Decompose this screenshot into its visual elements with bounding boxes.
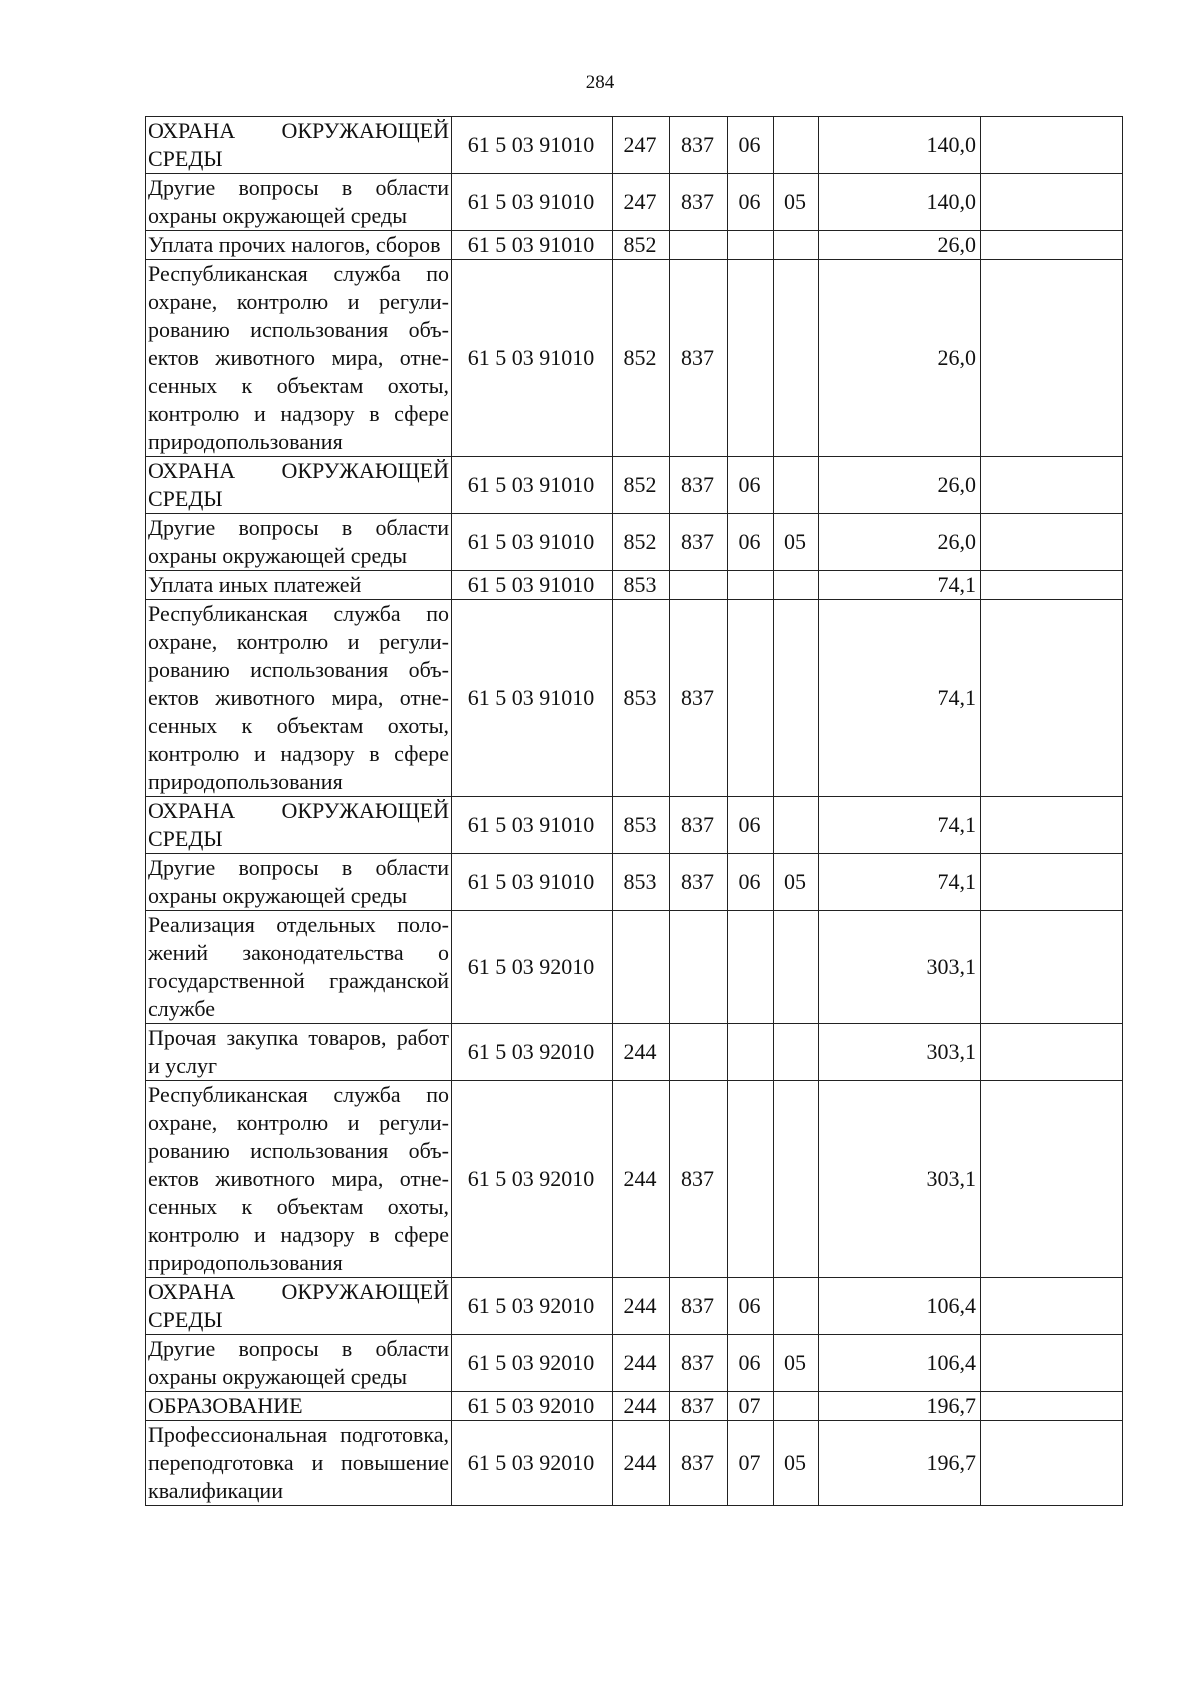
section-code: 06: [728, 174, 774, 231]
amount: 74,1: [819, 600, 981, 797]
subsection-code: [774, 600, 819, 797]
table-row: [146, 1278, 1123, 1335]
empty-cell: [981, 1335, 1123, 1392]
administrator-code: 837: [670, 797, 728, 854]
subsection-code: 05: [774, 1421, 819, 1506]
row-name: Профессиональная подготовка, переподготовка и повышение квалификации: [146, 1421, 452, 1506]
target-article-code: 61 5 03 92010: [452, 1024, 613, 1081]
target-article-code: 61 5 03 91010: [452, 260, 613, 457]
administrator-code: 837: [670, 1081, 728, 1278]
empty-cell: [981, 1024, 1123, 1081]
target-article-code: 61 5 03 91010: [452, 854, 613, 911]
target-article-code: 61 5 03 92010: [452, 1335, 613, 1392]
table-row: [146, 1421, 1123, 1506]
expense-type-code: 852: [613, 514, 670, 571]
row-name: Реализация отдельных положений законодательства о государственной гражданской службе: [146, 911, 452, 1024]
expense-type-code: 244: [613, 1392, 670, 1421]
administrator-code: 837: [670, 457, 728, 514]
section-code: 06: [728, 1278, 774, 1335]
budget-table: [145, 116, 1123, 1506]
row-name: Республиканская служба по охране, контролю и регулированию использования объектов животного мира, отнесенных к объектам охоты, контролю и надзору в сфере природопользования: [146, 600, 452, 797]
page-number: 284: [585, 72, 615, 93]
subsection-code: 05: [774, 854, 819, 911]
subsection-code: [774, 1278, 819, 1335]
target-article-code: 61 5 03 91010: [452, 571, 613, 600]
amount: 140,0: [819, 174, 981, 231]
table-row: [146, 457, 1123, 514]
row-name: ОБРАЗОВАНИЕ: [146, 1392, 452, 1421]
table-row: [146, 1335, 1123, 1392]
amount: 26,0: [819, 457, 981, 514]
table-row: [146, 600, 1123, 797]
subsection-code: [774, 260, 819, 457]
target-article-code: 61 5 03 92010: [452, 911, 613, 1024]
amount: 26,0: [819, 260, 981, 457]
section-code: 06: [728, 514, 774, 571]
amount: 74,1: [819, 571, 981, 600]
table-row: [146, 260, 1123, 457]
empty-cell: [981, 600, 1123, 797]
administrator-code: [670, 231, 728, 260]
section-code: [728, 600, 774, 797]
subsection-code: [774, 231, 819, 260]
empty-cell: [981, 1421, 1123, 1506]
amount: 140,0: [819, 117, 981, 174]
table-row: [146, 1392, 1123, 1421]
expense-type-code: 244: [613, 1024, 670, 1081]
section-code: [728, 1081, 774, 1278]
subsection-code: [774, 911, 819, 1024]
expense-type-code: 853: [613, 797, 670, 854]
section-code: 07: [728, 1421, 774, 1506]
subsection-code: [774, 1024, 819, 1081]
target-article-code: 61 5 03 92010: [452, 1278, 613, 1335]
subsection-code: [774, 1081, 819, 1278]
expense-type-code: 244: [613, 1421, 670, 1506]
expense-type-code: 247: [613, 174, 670, 231]
row-name: Другие вопросы в области охраны окружающей среды: [146, 1335, 452, 1392]
section-code: 06: [728, 1335, 774, 1392]
subsection-code: [774, 1392, 819, 1421]
table-row: [146, 514, 1123, 571]
expense-type-code: 247: [613, 117, 670, 174]
administrator-code: 837: [670, 1421, 728, 1506]
row-name: ОХРАНА ОКРУЖАЮЩЕЙ СРЕДЫ: [146, 1278, 452, 1335]
section-code: [728, 571, 774, 600]
section-code: 06: [728, 854, 774, 911]
target-article-code: 61 5 03 92010: [452, 1392, 613, 1421]
table-row: [146, 1081, 1123, 1278]
administrator-code: 837: [670, 1392, 728, 1421]
target-article-code: 61 5 03 91010: [452, 117, 613, 174]
amount: 196,7: [819, 1421, 981, 1506]
empty-cell: [981, 571, 1123, 600]
administrator-code: 837: [670, 1335, 728, 1392]
target-article-code: 61 5 03 91010: [452, 797, 613, 854]
empty-cell: [981, 797, 1123, 854]
row-name: Уплата прочих налогов, сборов: [146, 231, 452, 260]
table-row: [146, 797, 1123, 854]
table-row: [146, 854, 1123, 911]
row-name: Республиканская служба по охране, контролю и регулированию использования объектов животного мира, отнесенных к объектам охоты, контролю и надзору в сфере природопользования: [146, 1081, 452, 1278]
expense-type-code: 244: [613, 1278, 670, 1335]
empty-cell: [981, 117, 1123, 174]
row-name: Уплата иных платежей: [146, 571, 452, 600]
amount: 303,1: [819, 1081, 981, 1278]
row-name: Прочая закупка товаров, работ и услуг: [146, 1024, 452, 1081]
subsection-code: 05: [774, 174, 819, 231]
empty-cell: [981, 457, 1123, 514]
section-code: 06: [728, 117, 774, 174]
administrator-code: 837: [670, 1278, 728, 1335]
row-name: ОХРАНА ОКРУЖАЮЩЕЙ СРЕДЫ: [146, 797, 452, 854]
amount: 196,7: [819, 1392, 981, 1421]
target-article-code: 61 5 03 92010: [452, 1421, 613, 1506]
amount: 106,4: [819, 1335, 981, 1392]
amount: 303,1: [819, 911, 981, 1024]
subsection-code: 05: [774, 1335, 819, 1392]
section-code: 07: [728, 1392, 774, 1421]
administrator-code: 837: [670, 600, 728, 797]
target-article-code: 61 5 03 91010: [452, 600, 613, 797]
administrator-code: 837: [670, 174, 728, 231]
row-name: Другие вопросы в области охраны окружающей среды: [146, 854, 452, 911]
expense-type-code: 852: [613, 231, 670, 260]
expense-type-code: 244: [613, 1081, 670, 1278]
expense-type-code: 853: [613, 854, 670, 911]
target-article-code: 61 5 03 92010: [452, 1081, 613, 1278]
amount: 26,0: [819, 514, 981, 571]
section-code: [728, 231, 774, 260]
administrator-code: [670, 1024, 728, 1081]
administrator-code: 837: [670, 260, 728, 457]
table-row: [146, 231, 1123, 260]
subsection-code: [774, 457, 819, 514]
expense-type-code: 244: [613, 1335, 670, 1392]
table-row: [146, 911, 1123, 1024]
target-article-code: 61 5 03 91010: [452, 174, 613, 231]
subsection-code: 05: [774, 514, 819, 571]
subsection-code: [774, 571, 819, 600]
amount: 106,4: [819, 1278, 981, 1335]
row-name: ОХРАНА ОКРУЖАЮЩЕЙ СРЕДЫ: [146, 117, 452, 174]
empty-cell: [981, 1392, 1123, 1421]
administrator-code: [670, 571, 728, 600]
table-row: [146, 117, 1123, 174]
expense-type-code: 852: [613, 260, 670, 457]
empty-cell: [981, 1081, 1123, 1278]
subsection-code: [774, 117, 819, 174]
expense-type-code: 852: [613, 457, 670, 514]
empty-cell: [981, 231, 1123, 260]
administrator-code: 837: [670, 514, 728, 571]
section-code: [728, 260, 774, 457]
section-code: [728, 1024, 774, 1081]
target-article-code: 61 5 03 91010: [452, 514, 613, 571]
empty-cell: [981, 1278, 1123, 1335]
empty-cell: [981, 854, 1123, 911]
administrator-code: 837: [670, 117, 728, 174]
table-row: [146, 174, 1123, 231]
empty-cell: [981, 260, 1123, 457]
amount: 74,1: [819, 854, 981, 911]
administrator-code: [670, 911, 728, 1024]
table-row: [146, 1024, 1123, 1081]
row-name: Другие вопросы в области охраны окружающей среды: [146, 174, 452, 231]
row-name: Республиканская служба по охране, контролю и регулированию использования объектов животного мира, отнесенных к объектам охоты, контролю и надзору в сфере природопользования: [146, 260, 452, 457]
section-code: 06: [728, 457, 774, 514]
empty-cell: [981, 514, 1123, 571]
empty-cell: [981, 174, 1123, 231]
target-article-code: 61 5 03 91010: [452, 231, 613, 260]
subsection-code: [774, 797, 819, 854]
expense-type-code: 853: [613, 600, 670, 797]
expense-type-code: [613, 911, 670, 1024]
expense-type-code: 853: [613, 571, 670, 600]
row-name: Другие вопросы в области охраны окружающей среды: [146, 514, 452, 571]
administrator-code: 837: [670, 854, 728, 911]
table-row: [146, 571, 1123, 600]
amount: 26,0: [819, 231, 981, 260]
table-body: [146, 117, 1123, 1506]
section-code: 06: [728, 797, 774, 854]
empty-cell: [981, 911, 1123, 1024]
amount: 74,1: [819, 797, 981, 854]
target-article-code: 61 5 03 91010: [452, 457, 613, 514]
amount: 303,1: [819, 1024, 981, 1081]
row-name: ОХРАНА ОКРУЖАЮЩЕЙ СРЕДЫ: [146, 457, 452, 514]
section-code: [728, 911, 774, 1024]
